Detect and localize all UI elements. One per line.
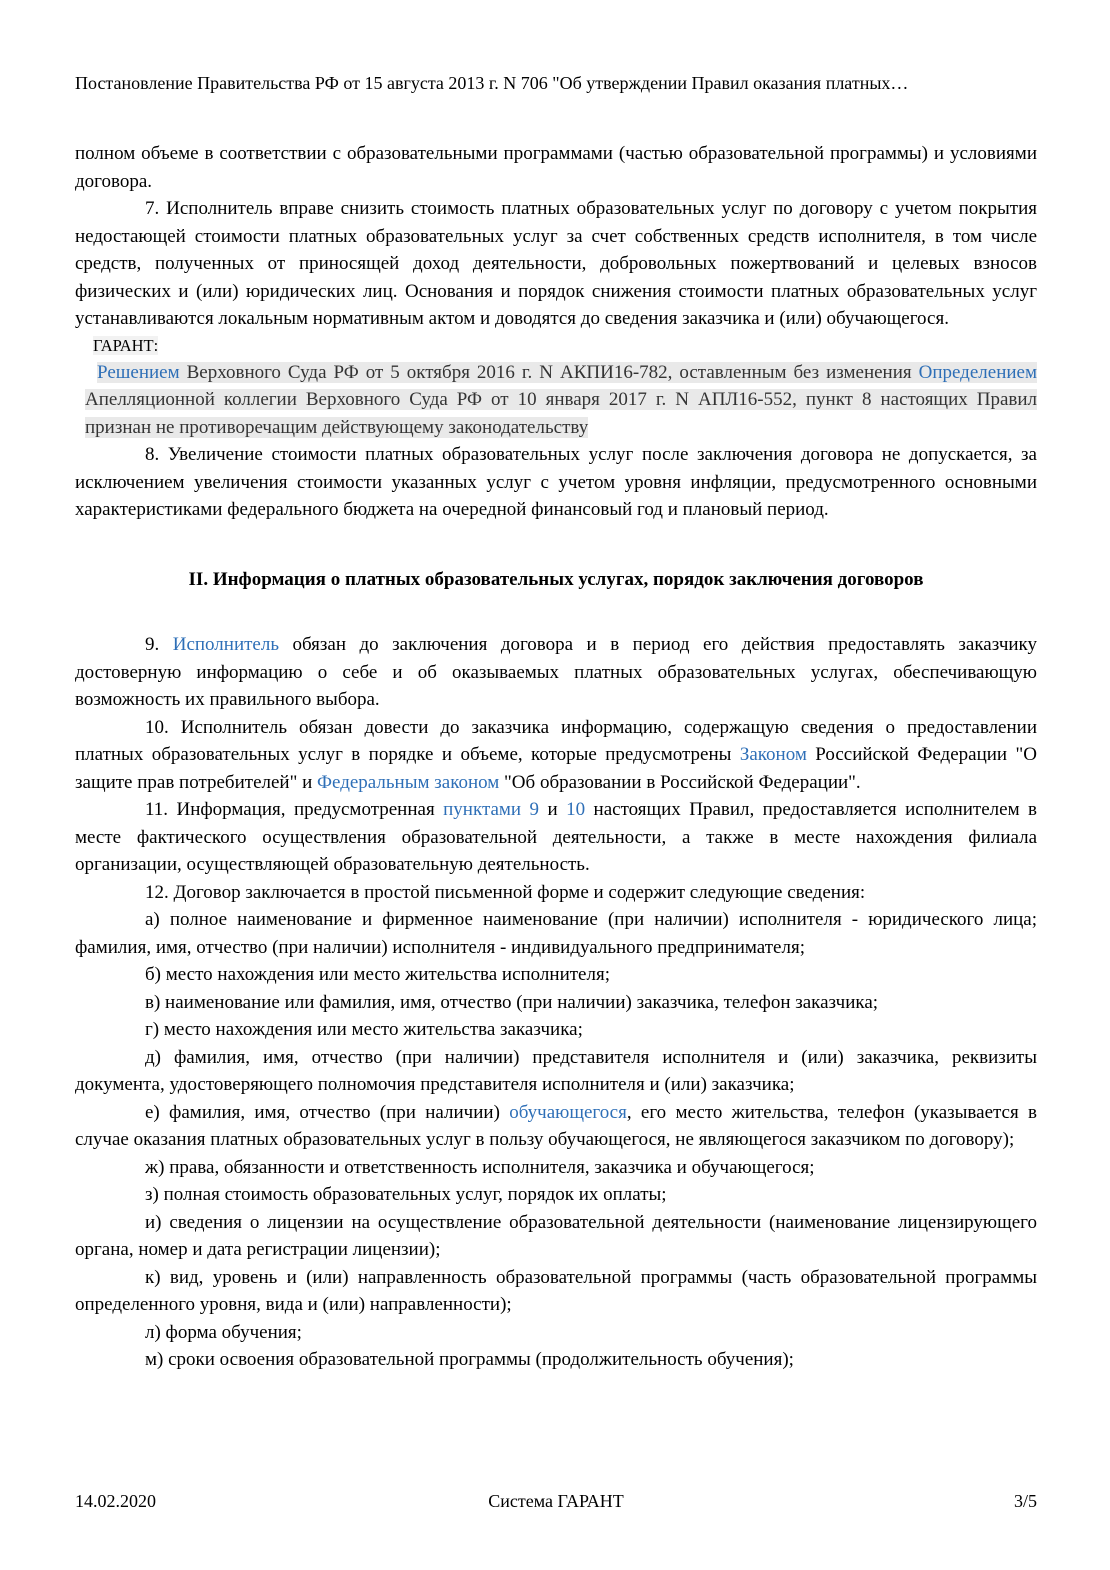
text-segment: л) форма обучения; <box>145 1321 302 1343</box>
text-segment: б) место нахождения или место жительства исполнителя; <box>145 964 610 985</box>
page-footer <box>75 1490 1037 1512</box>
text-segment: Российской Федерации "О защите прав потребителей" и <box>75 744 1038 793</box>
paragraph-12-item-a <box>75 906 1037 961</box>
document-link[interactable]: Исполнитель <box>172 634 280 655</box>
document-link[interactable]: обучающегося <box>509 1101 627 1123</box>
paragraph-8 <box>75 441 1037 524</box>
text-segment: 10. Исполнитель обязан довести до заказчика информацию, содержащую сведения о предоставлении платных образовательных услуг в порядке и объеме, которые предусмотрены <box>75 716 1037 765</box>
paragraph-12-item-i <box>75 1209 1037 1264</box>
garant-label-text <box>93 336 158 355</box>
paragraph-12-item-zh <box>75 1154 1037 1182</box>
paragraph-12-item-l <box>75 1319 1037 1347</box>
text-segment: 7. Исполнитель вправе снизить стоимость платных образовательных услуг по договору с учетом покрытия недостающей стоимости платных образовательных услуг за счет собственных средств исполнителя, в том числе средств, полученных от приносящей доход деятельности, добровольных пожертвований и целевых взносов физических и (или) юридических лиц. Основания и порядок снижения стоимости платных образовательных услуг устанавливаются локальным нормативным актом и доводятся до сведения заказчика и (или) обучающегося. <box>75 198 1037 329</box>
document-link[interactable]: Определением <box>918 361 1037 383</box>
text-segment: а) полное наименование и фирменное наименование (при наличии) исполнителя - юридического лица; фамилия, имя, отчество (при наличии) исполнителя - индивидуального предпринимателя; <box>75 909 1037 958</box>
document-link[interactable]: Законом <box>739 744 807 765</box>
document-link[interactable]: 10 <box>566 799 586 820</box>
text-segment: ГАРАНТ: <box>93 335 159 355</box>
garant-comment-highlight <box>85 362 1037 438</box>
document-header-title: Постановление Правительства РФ от 15 августа 2013 г. N 706 "Об утверждении Правил оказания платных… <box>75 73 909 93</box>
paragraph-12-item-d <box>75 1044 1037 1099</box>
paragraph-7 <box>75 195 1037 333</box>
text-segment: ж) права, обязанности и ответственность исполнителя, заказчика и обучающегося; <box>145 1156 815 1178</box>
text-segment: е) фамилия, имя, отчество (при наличии) <box>145 1101 510 1123</box>
text-segment: обязан до заключения договора и в период его действия предоставлять заказчику достоверную информацию о себе и об оказываемых платных образовательных услугах, обеспечивающую возможность их правильного выбора. <box>75 634 1038 710</box>
text-segment: II. Информация о платных образовательных услугах, порядок заключения договоров <box>188 568 924 590</box>
garant-comment <box>85 359 1037 442</box>
text-segment: , его место жительства, телефон (указывается в случае оказания платных образовательных услуг в пользу обучающегося, не являющегося заказчиком по договору); <box>75 1101 1037 1150</box>
text-segment: 11. Информация, предусмотренная <box>145 799 444 820</box>
text-segment: "Об образовании в Российской Федерации". <box>499 771 861 793</box>
paragraph-12-item-e <box>75 1099 1037 1154</box>
paragraph-9 <box>75 631 1037 714</box>
text-segment: 12. Договор заключается в простой письменной форме и содержит следующие сведения: <box>145 881 866 903</box>
footer-date: 14.02.2020 <box>75 1491 156 1511</box>
document-link[interactable]: Федеральным законом <box>317 771 500 793</box>
text-segment: Апелляционной коллегии Верховного Суда РФ от 10 января 2017 г. N АПЛ16-552, пункт 8 настоящих Правил признан не противоречащим действующему законодательству <box>85 389 1037 438</box>
paragraph-12-item-m <box>75 1346 1037 1374</box>
paragraph-10 <box>75 714 1037 797</box>
paragraph-12-item-b <box>75 961 1037 989</box>
text-segment: настоящих Правил, предоставляется исполнителем в месте фактического осуществления образовательной деятельности, а также в месте нахождения филиала организации, осуществляющей образовательную деятельность. <box>75 799 1038 875</box>
text-segment: м) сроки освоения образовательной программы (продолжительность обучения); <box>145 1349 794 1370</box>
text-segment: к) вид, уровень и (или) направленность образовательной программы (часть образовательной программы определенного уровня, вида и (или) направленности); <box>75 1266 1037 1315</box>
text-segment: полном объеме в соответствии с образовательными программами (частью образовательной программы) и условиями договора. <box>75 143 1037 192</box>
paragraph-11 <box>75 796 1037 879</box>
document-link[interactable]: пунктами 9 <box>443 799 540 820</box>
document-body <box>75 140 1037 1374</box>
text-segment: и) сведения о лицензии на осуществление образовательной деятельности (наименование лицензирующего органа, номер и дата регистрации лицензии); <box>75 1211 1037 1260</box>
text-segment: 9. <box>145 634 173 655</box>
text-segment: в) наименование или фамилия, имя, отчество (при наличии) заказчика, телефон заказчика; <box>145 991 879 1013</box>
paragraph-continuation <box>75 140 1037 195</box>
paragraph-12-item-z <box>75 1181 1037 1209</box>
document-link[interactable]: Решением <box>97 361 180 383</box>
text-segment: д) фамилия, имя, отчество (при наличии) представителя исполнителя и (или) заказчика, реквизиты документа, удостоверяющего полномочия представителя исполнителя и (или) заказчика; <box>75 1046 1037 1095</box>
text-segment: Верховного Суда РФ от 5 октября 2016 г. N АКПИ16-782, оставленным без изменения <box>179 361 919 383</box>
text-segment: з) полная стоимость образовательных услуг, порядок их оплаты; <box>145 1184 667 1205</box>
paragraph-12-item-g <box>75 1016 1037 1044</box>
garant-label <box>75 333 1037 359</box>
paragraph-12-item-v <box>75 989 1037 1017</box>
text-segment: г) место нахождения или место жительства заказчика; <box>145 1019 583 1040</box>
footer-page-number: 3/5 <box>1013 1491 1037 1511</box>
footer-system-name: Система ГАРАНТ <box>488 1491 624 1511</box>
paragraph-12-item-k <box>75 1264 1037 1319</box>
text-segment: 8. Увеличение стоимости платных образовательных услуг после заключения договора не допускается, за исключением увеличения стоимости указанных услуг с учетом уровня инфляции, предусмотренного основными характеристиками федерального бюджета на очередной финансовый год и плановый период. <box>75 444 1037 520</box>
text-segment: и <box>539 799 567 820</box>
paragraph-12 <box>75 879 1037 907</box>
section-heading-2 <box>75 566 1037 594</box>
